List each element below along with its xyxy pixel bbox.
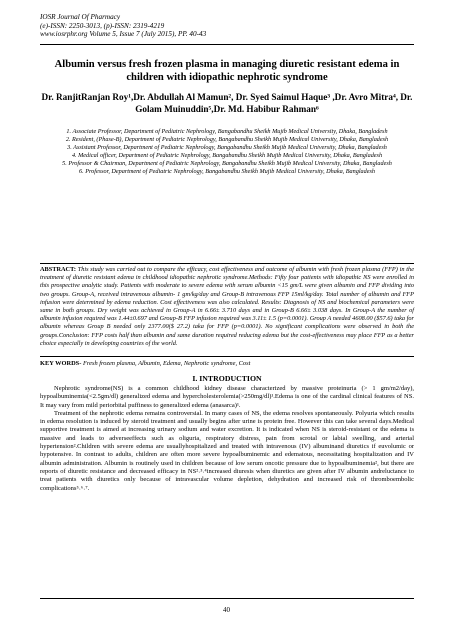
- abstract-bottom-rule: [40, 356, 414, 357]
- keywords-text: Fresh frozen plasma, Albumin, Edema, Nephrotic syndrome, Cost: [81, 360, 251, 367]
- affiliation-5: 5. Professor & Chairman, Department of Pediatric Nephrology, Bangabandhu Sheikh Mujib Medical University, Dhaka, Bangladesh: [62, 160, 392, 168]
- journal-volume: www.iosrphr.org Volume 5, Issue 7 (July 2015), PP. 40-43: [40, 30, 207, 39]
- keywords-label: KEY WORDS-: [40, 360, 82, 367]
- journal-header: [40, 13, 206, 39]
- page-number: 40: [223, 606, 230, 614]
- paragraph-2: Treatment of the nephrotic edema remains controversial. In many cases of NS, the edema resolves spontaneously. Polyuria which results in edema resolution is induced by steroid treatment and usually begins after urine is protein free. However this can take several days.Medical supportive treatment is aimed at increasing urinary sodium and water excretion. It is indicated when NS is steroid-resistant or the edema is massive and leads to adverseeffects such as oliguria, respiratory distress, pain from scrotal or labial swelling, and arterial hypertension².Children with severe edema are usuallyhospitalized and treated with intravenous (IV) albuminand diuretics if euvolumic or hypotensive. In contrast to adults, children are often more severe hypoalbuminemic and edematous, necessitating hospitalization and IV albumin administration. Albumin is routinely used in children because of low serum oncotic pressure due to hypoalbuminemia², but there are reports of diuretic resistance and decreased efficacy in NS²˒³˒⁴increased diuresis when diuretics are given after IV albumin andreluctance to treat patients with diuretics only because of intravascular volume depletion, dehydration and increased risk of thromboembolic complications⁵˒⁶˒⁷.: [40, 409, 414, 492]
- footer-rule: [40, 598, 414, 599]
- journal-name: IOSR Journal Of Pharmacy: [40, 13, 121, 21]
- paragraph-1: Nephrotic syndrome(NS) is a common childhood kidney disease characterized by massive proteinuria (> 1 gm/m2/day), hypoalbuminemia(<2.5gm/dl) generalized edema and hypercholesterolemia(>250mg/dl)¹.Edema is one of the cardinal clinical features of NS. It may vary from mild periorbital puffiness to generalized edema (anasarca)¹.: [40, 385, 414, 409]
- affiliation-2: 2. Resident, (Phase-B), Department of Pediatric Nephrology, Bangabandhu Sheikh Mujib Medical University, Dhaka, Bangladesh: [65, 136, 389, 144]
- header-rule: [40, 44, 414, 45]
- journal-issn: (e)-ISSN: 2250-3013, (p)-ISSN: 2319-4219: [40, 21, 165, 30]
- introduction-body: [40, 385, 414, 493]
- author-list: Dr. RanjitRanjan Roy¹,Dr. Abdullah Al Mamun², Dr. Syed Saimul Haque³ ,Dr. Avro Mitra⁴, Dr. Golam Muinuddin⁵,Dr. Md. Habibur Rahman⁶: [41, 92, 413, 114]
- keywords: [40, 360, 414, 368]
- abstract: [40, 266, 414, 348]
- affiliation-list: [40, 128, 414, 177]
- affiliation-1: 1. Associate Professor, Department of Pediatric Nephrology, Bangabandhu Sheikh Mujib Medical University, Dhaka, Bangladesh: [66, 128, 388, 135]
- section-heading: I. INTRODUCTION: [192, 374, 262, 383]
- affiliation-3: 3. Assistant Professor, Department of Pediatric Nephrology, Bangabandhu Sheikh Mujib Medical University, Dhaka, Bangladesh: [67, 144, 387, 152]
- paper-title: Albumin versus fresh frozen plasma in managing diuretic resistant edema in children with idiopathic nephrotic syndrome: [54, 59, 400, 83]
- affiliation-6: 6. Professor, Department of Pediatric Nephrology, Bangabandhu Sheikh Mujib Medical University, Dhaka, Bangladesh: [79, 168, 375, 176]
- abstract-label: ABSTRACT:: [40, 266, 76, 273]
- affiliation-4: 4. Medical officer, Department of Pediatric Nephrology, Bangabandhu Sheikh Mujib Medical University, Dhaka, Bangladesh: [71, 152, 383, 160]
- abstract-text: This study was carried out to compare the efficacy, cost effectiveness and outcome of albumin with fresh frozen plasma (FFP) in the treatment of diuretic resistant edema in childhood idiopathic nephrotic syndrome.Methods: Fifty four patients with idiopathic NS were enrolled in this prospective analytic study. Patients with moderate to severe edema with serum albumin <15 gm/L were given albumin and FFP dividing into two groups. Group-A, received intravenous albumin- 1 gm/kg/day and Group-B intravenous FFP 15ml/kg/day. Total number of albumin and FFP infusion were determined by edema reduction. Cost effectiveness was also calculated. Results: Diagnosis of NS and biochemical parameters were same in both groups. Dry weight was achieved in Group-A in 6.66± 3.710 days and in Group-B 6.66± 3.038 days. In Group-A the number of albumin infusion required was 1.44±0.697 and Group-B FFP infusion required was 3.11± 1.5 (p=0.0001). Group A needed 4608.00 ($57.6) taka for albumin whereas Group B needed only 2377.00($ 27.2) taka for FFP (p=0.0001). No significant complications were observed in both the groups.Conclusion: FFP costs half than albumin and same duration required reducing edema but the cost-effectiveness may place FFP as a better choice especially in developing countries of the world.: [40, 266, 414, 347]
- abstract-top-rule: [40, 263, 414, 264]
